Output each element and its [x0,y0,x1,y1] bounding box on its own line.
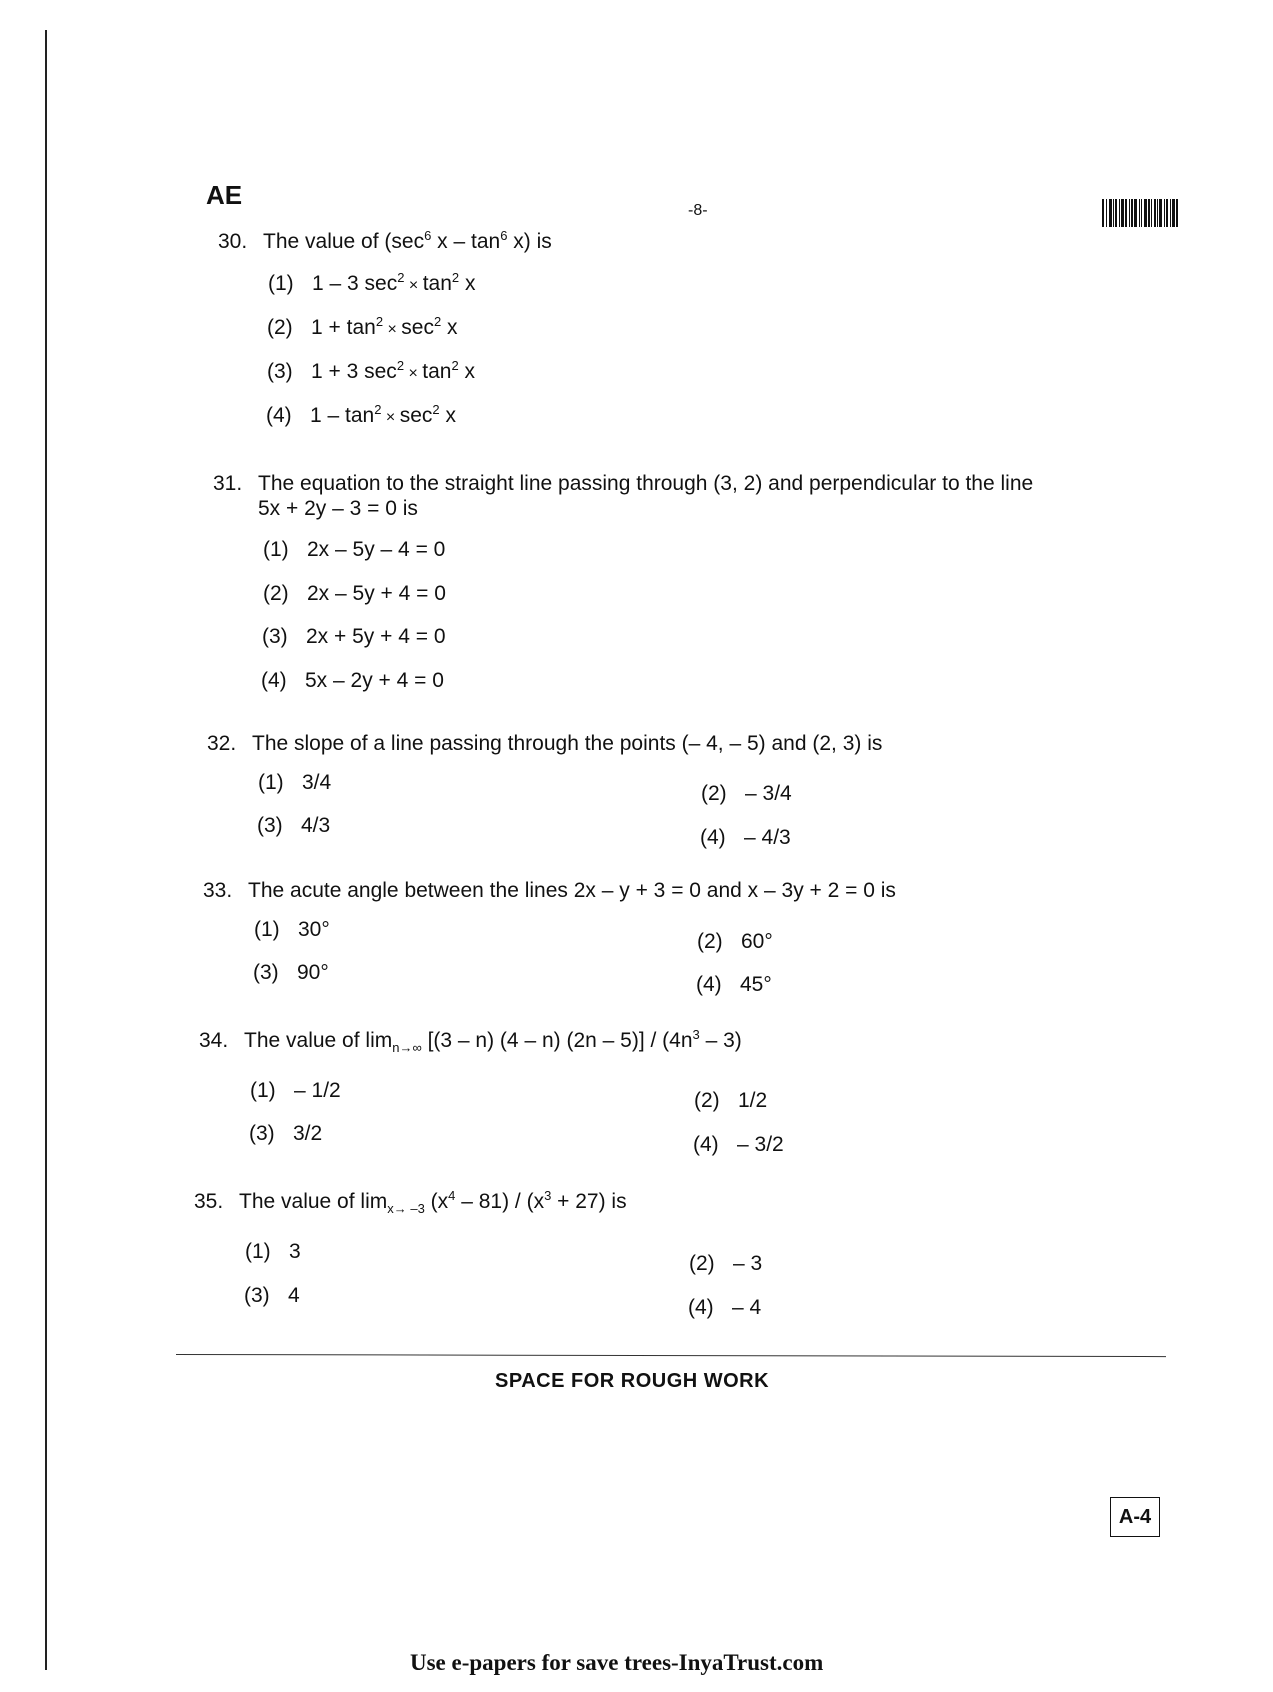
footer-note: Use e-papers for save trees-InyaTrust.com [410,1650,824,1675]
question-number: 30. [218,230,248,253]
option-1[interactable]: (1) 2x – 5y – 4 = 0 [263,538,446,561]
set-code-box: A-4 [1110,1497,1160,1537]
option-1[interactable]: (1) – 1/2 [250,1079,341,1102]
paper-code: AE [206,180,243,210]
question-stem-continued: 5x + 2y – 3 = 0 is [258,497,418,520]
option-1[interactable]: (1) 3 [245,1240,301,1263]
question-stem: 34. The value of $\lim_{n\to\infty} [(3 - n)$ (4 – n) $(2n - 5)] / (4n^3 - 3)$ [199,1027,742,1055]
option-1[interactable]: (1) 1 – 3 $\sec^2 \times \tan^2 x$ [268,270,476,295]
question-stem: 31. The equation to the straight line passing through (3, 2) and perpendicular to the line [213,472,1034,495]
question-number: 34. [199,1029,229,1052]
left-margin-line [45,30,47,1670]
option-2[interactable]: (2) 2x – 5y + 4 = 0 [263,582,446,605]
question-stem: 30. The value of ($\sec^6$ x – $\tan^6 x$) is [218,228,552,253]
question-number: 32. [207,732,237,755]
option-3[interactable]: (3) 4 [244,1284,300,1307]
option-3[interactable]: (3) 2x + 5y + 4 = 0 [262,625,446,648]
question-stem: 33. The acute angle between the lines 2x – y + 3 = 0 and x – 3y + 2 = 0 is [203,879,896,902]
option-2[interactable]: (2) – 3/4 [701,782,792,805]
option-3[interactable]: (3) 3/2 [249,1122,323,1145]
option-3[interactable]: (3) 90° [253,961,329,984]
option-2[interactable]: (2) 60° [697,930,773,953]
page-number: -8- [688,202,708,219]
question-number: 33. [203,879,233,902]
question-stem: 35. The value of $\lim_{x\to -3} (x^4 - 81) / (x^3 + 27)$ is [194,1188,627,1216]
barcode-image [1102,199,1194,227]
option-2[interactable]: (2) – 3 [689,1252,763,1275]
question-number: 35. [194,1190,224,1213]
option-2[interactable]: (2) $1 + \tan^2 \times \sec^2 x$ [267,314,458,339]
option-1[interactable]: (1) 30° [254,918,330,941]
rough-work-label: SPACE FOR ROUGH WORK [495,1370,770,1392]
option-4[interactable]: (4) – 3/2 [693,1133,784,1156]
option-1[interactable]: (1) 3/4 [258,771,332,794]
option-4[interactable]: (4) – 4 [688,1296,762,1319]
option-3[interactable]: (3) 4/3 [257,814,331,837]
option-4[interactable]: (4) $1 - \tan^2 \times \sec^2 x$ [266,402,456,427]
option-2[interactable]: (2) 1/2 [694,1089,768,1112]
option-3[interactable]: (3) 1 + 3 $\sec^2 \times \tan^2 x$ [267,358,476,383]
question-number: 31. [213,472,243,495]
option-4[interactable]: (4) 45° [696,973,772,996]
rough-work-divider [176,1354,1166,1357]
option-4[interactable]: (4) 5x – 2y + 4 = 0 [261,669,444,692]
question-stem: 32. The slope of a line passing through the points (– 4, – 5) and (2, 3) is [207,732,883,755]
option-4[interactable]: (4) – 4/3 [700,826,791,849]
